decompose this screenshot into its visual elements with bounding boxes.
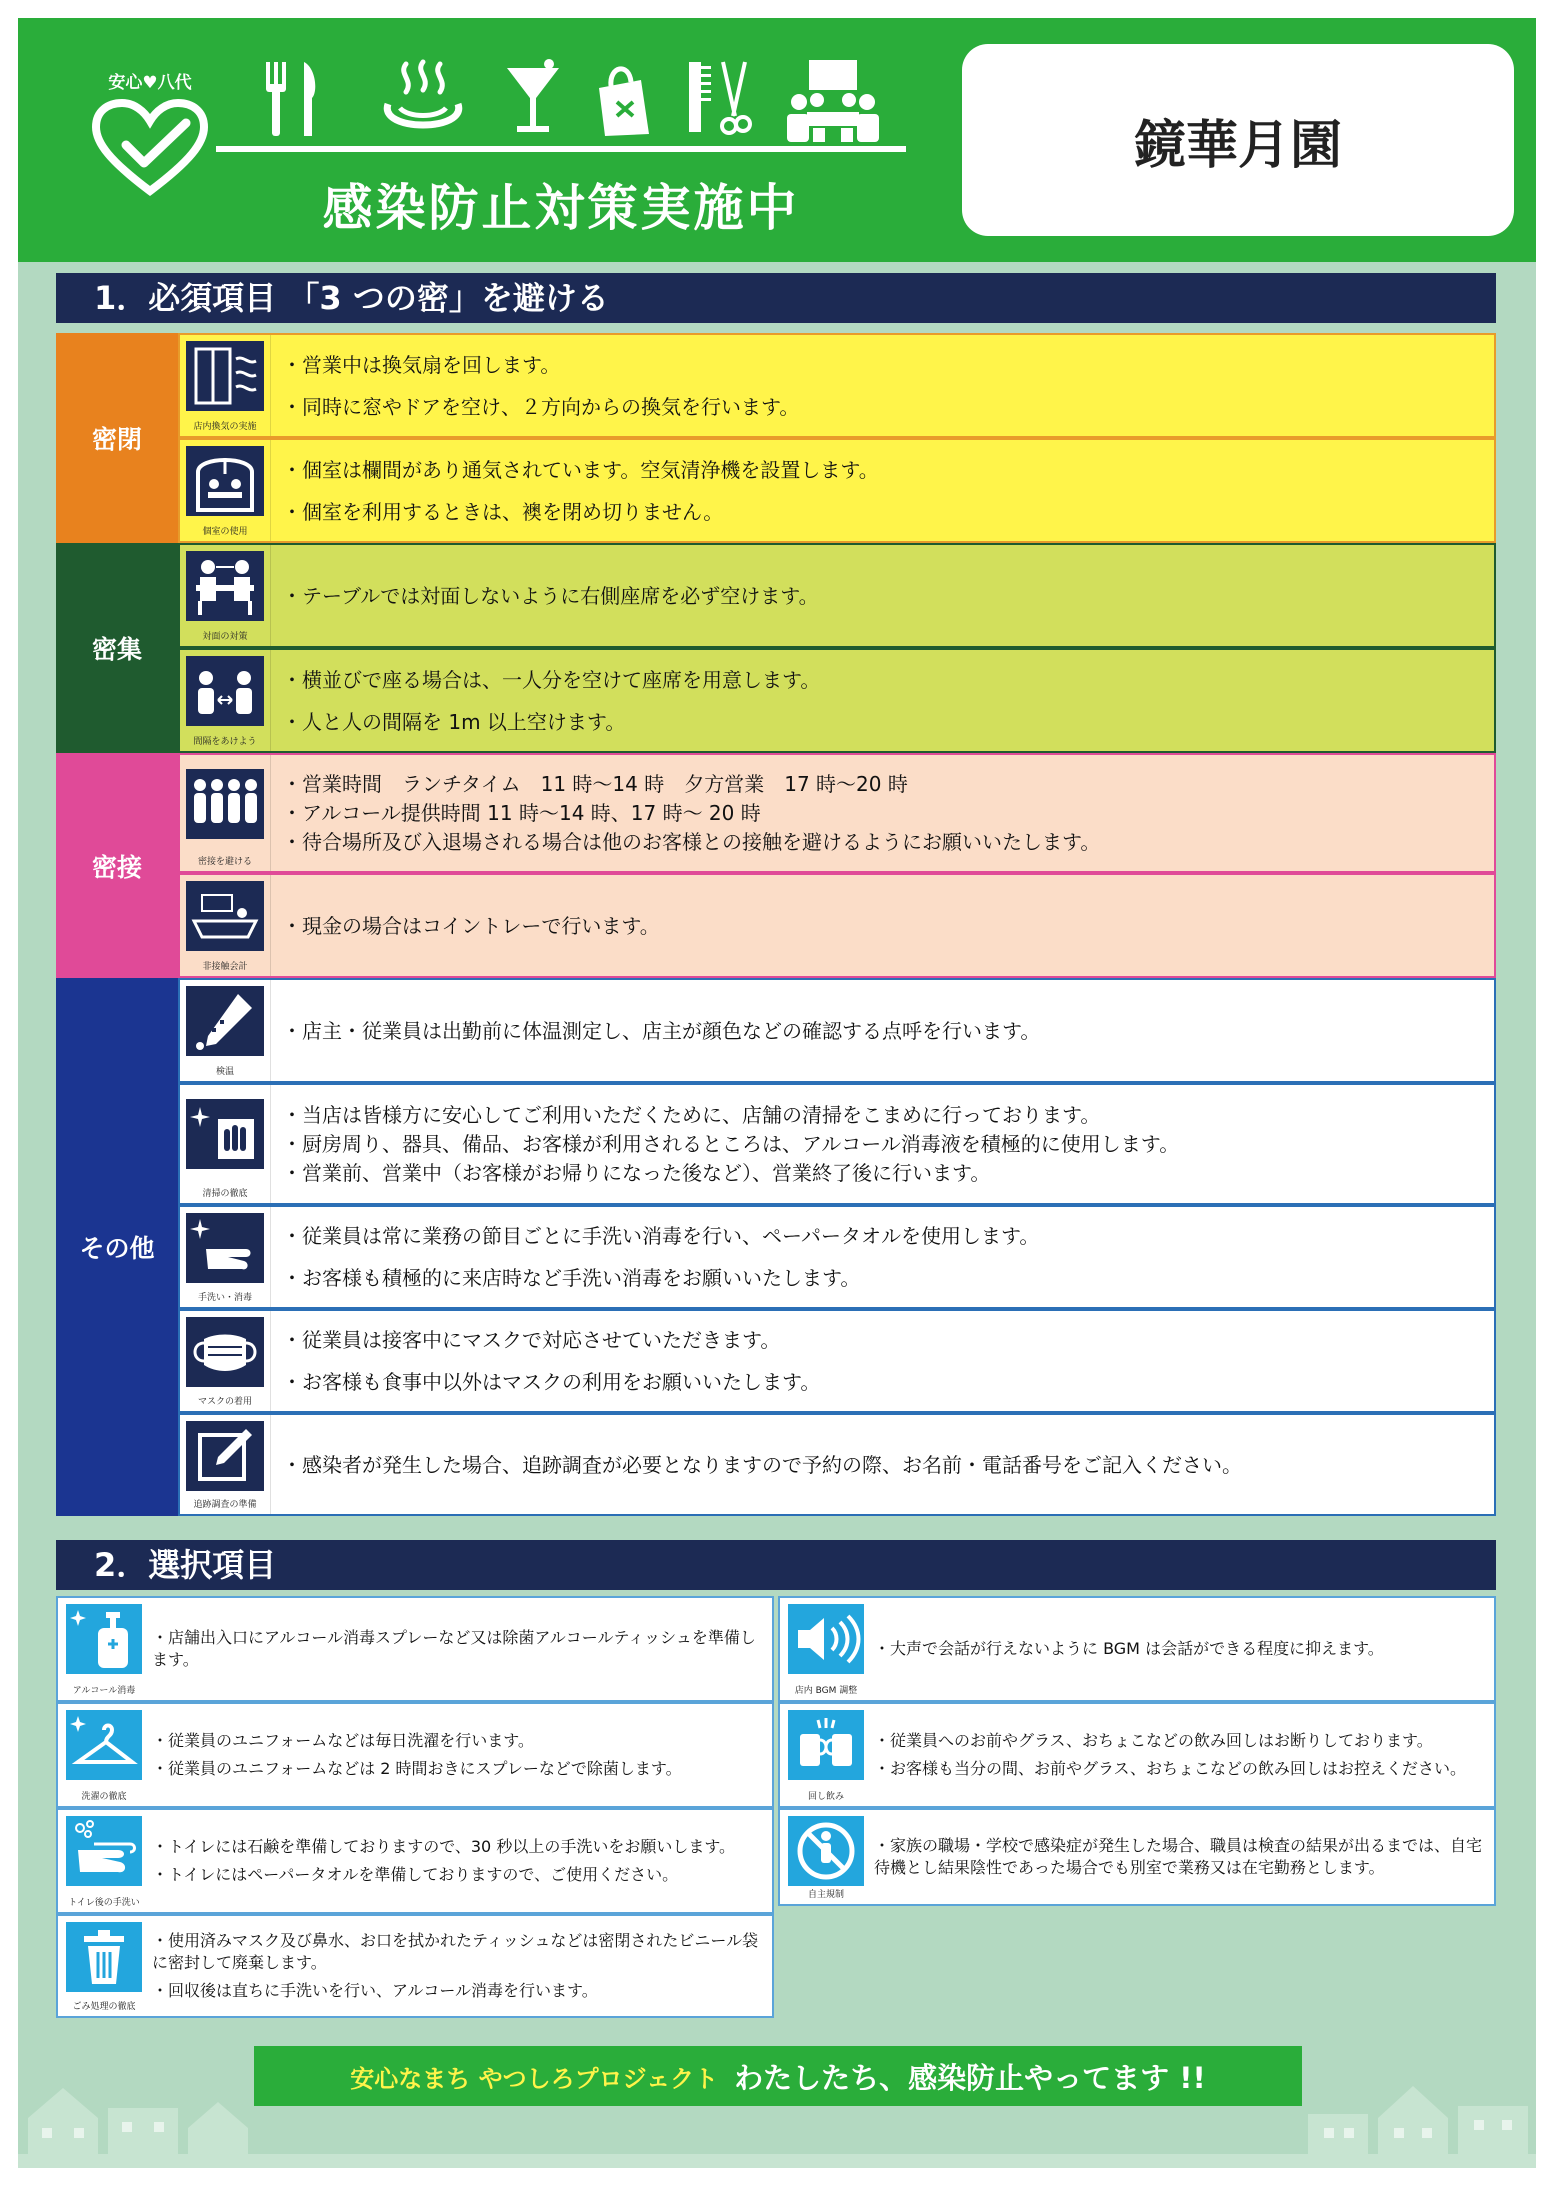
logo-text: 安心♥八代 xyxy=(108,73,192,93)
group-label-sonota: その他 xyxy=(56,978,178,1516)
rule-text xyxy=(282,1311,1486,1411)
rule-row xyxy=(178,1083,1496,1205)
rule-line: ・人と人の間隔を 1m 以上空けます。 xyxy=(282,709,626,734)
rule-icon-caption: 手洗い・消毒 xyxy=(197,1293,252,1303)
optional-item xyxy=(56,1914,774,2018)
optional-icon-caption: トイレ後の手洗い xyxy=(68,1898,140,1908)
private-room-icon xyxy=(186,446,264,516)
cleaning-icon xyxy=(186,1099,264,1169)
rule-line: ・当店は皆様方に安心してご利用いただくために、店舗の清掃をこまめに行っております。 xyxy=(282,1102,1101,1127)
group-label-mippei: 密閉 xyxy=(56,333,178,543)
business-type-icons xyxy=(258,58,918,154)
group-label-missetsu: 密接 xyxy=(56,753,178,978)
rule-icon-caption: マスクの着用 xyxy=(197,1397,252,1407)
rule-icon-box xyxy=(180,1415,271,1514)
optional-line: ・従業員へのお前やグラス、おちょこなどの飲み回しはお断りしております。 xyxy=(874,1731,1433,1750)
rule-text xyxy=(282,335,1486,436)
optional-item xyxy=(56,1808,774,1914)
optional-item xyxy=(778,1808,1496,1906)
rule-line: ・店主・従業員は出勤前に体温測定し、店主が顔色などの確認する点呼を行います。 xyxy=(282,1018,1041,1043)
optional-line: ・家族の職場・学校で感染症が発生した場合、職員は検査の結果が出るまでは、自宅待機とし結果陰性であった場合でも別室で業務又は在宅勤務とします。 xyxy=(874,1836,1483,1877)
rule-text xyxy=(282,1415,1486,1514)
shop-name-box xyxy=(962,44,1514,236)
optional-item xyxy=(778,1702,1496,1808)
optional-text xyxy=(152,1810,766,1912)
rule-text xyxy=(282,545,1486,646)
trash-can-icon xyxy=(66,1922,142,1992)
optional-line: ・従業員のユニフォームなどは 2 時間おきにスプレーなどで除菌します。 xyxy=(152,1759,682,1778)
rule-line: ・個室は欄間があり通気されています。空気清浄機を設置します。 xyxy=(282,457,879,482)
ventilation-icon xyxy=(186,341,264,411)
rule-row xyxy=(178,543,1496,648)
rule-row xyxy=(178,333,1496,438)
optional-text xyxy=(152,1598,766,1700)
optional-icon-caption: アルコール消毒 xyxy=(72,1686,136,1696)
optional-icon-caption: 自主規制 xyxy=(807,1890,844,1900)
rule-row xyxy=(178,1205,1496,1309)
hot-spring-icon xyxy=(378,58,468,138)
handwash-icon xyxy=(186,1213,264,1283)
rule-icon-box xyxy=(180,335,271,436)
heart-check-icon xyxy=(90,99,210,199)
beer-toast-icon xyxy=(788,1710,864,1780)
rule-line: ・お客様も食事中以外はマスクの利用をお願いいたします。 xyxy=(282,1370,821,1394)
optional-line: ・従業員のユニフォームなどは毎日洗濯を行います。 xyxy=(152,1731,534,1750)
rule-line: ・従業員は常に業務の節目ごとに手洗い消毒を行い、ペーパータオルを使用します。 xyxy=(282,1224,1040,1248)
footer-banner xyxy=(254,2046,1302,2106)
optional-line: ・回収後は直ちに手洗いを行い、アルコール消毒を行います。 xyxy=(152,1981,598,2000)
poster xyxy=(18,18,1536,2168)
rule-line: ・感染者が発生した場合、追跡調査が必要となりますので予約の際、お名前・電話番号をご記入ください。 xyxy=(282,1452,1242,1477)
optional-text xyxy=(152,1704,766,1806)
optional-line: ・トイレにはペーパータオルを準備しておりますので、ご使用ください。 xyxy=(152,1865,679,1884)
rule-line: ・アルコール提供時間 11 時～14 時、17 時～ 20 時 xyxy=(282,800,761,825)
rule-line: ・営業時間 ランチタイム 11 時～14 時 夕方営業 17 時～20 時 xyxy=(282,771,908,796)
header-divider xyxy=(216,146,906,152)
rule-line: ・厨房周り、器具、備品、お客様が利用されるところは、アルコール消毒液を積極的に使用します。 xyxy=(282,1131,1180,1156)
rule-icon-caption: 追跡調査の準備 xyxy=(193,1500,257,1510)
rule-icon-box xyxy=(180,980,271,1081)
optional-item xyxy=(778,1596,1496,1702)
section2-heading: 2．選択項目 xyxy=(56,1540,1496,1590)
rule-icon-box xyxy=(180,1207,271,1307)
optional-icon-box xyxy=(784,1708,866,1802)
no-entry-person-icon xyxy=(788,1816,864,1886)
optional-item xyxy=(56,1596,774,1702)
rule-icon-caption: 間隔をあけよう xyxy=(193,737,257,747)
anshin-yatsushiro-logo xyxy=(70,68,230,199)
rule-text xyxy=(282,1085,1486,1203)
optional-icon-box xyxy=(62,1920,144,2012)
rule-row xyxy=(178,648,1496,753)
mask-icon xyxy=(186,1317,264,1387)
optional-icon-caption: ごみ処理の徹底 xyxy=(72,2002,136,2012)
project-name: 安心なまち やつしろプロジェクト xyxy=(350,2064,719,2093)
pencil-note-icon xyxy=(186,1421,264,1491)
group-label-misshu: 密集 xyxy=(56,543,178,753)
optional-line: ・店舗出入口にアルコール消毒スプレーなど又は除菌アルコールティッシュを準備します。 xyxy=(152,1628,756,1669)
avoid-contact-icon xyxy=(186,769,264,839)
rule-icon-caption: 店内換気の実施 xyxy=(193,422,257,432)
optional-icon-box xyxy=(62,1602,144,1696)
optional-line: ・トイレには石鹸を準備しておりますので、30 秒以上の手洗いをお願いします。 xyxy=(152,1837,736,1856)
rule-icon-box xyxy=(180,545,271,646)
rule-line: ・個室を利用するときは、襖を閉め切りません。 xyxy=(282,499,724,524)
optional-icon-caption: 回し飲み xyxy=(807,1792,844,1802)
rule-row xyxy=(178,978,1496,1083)
optional-text xyxy=(152,1916,766,2016)
rule-icon-box xyxy=(180,755,271,871)
rule-line: ・お客様も積極的に来店時など手洗い消毒をお願いいたします。 xyxy=(282,1266,861,1290)
rule-icon-caption: 清掃の徹底 xyxy=(202,1189,248,1199)
rule-row xyxy=(178,1413,1496,1516)
rule-line: ・従業員は接客中にマスクで対応させていただきます。 xyxy=(282,1328,781,1352)
comb-scissors-icon xyxy=(683,58,753,138)
rule-line: ・同時に窓やドアを空け、２方向からの換気を行います。 xyxy=(282,394,800,419)
optional-icon-caption: 店内 BGM 調整 xyxy=(794,1686,858,1696)
rule-line: ・営業前、営業中（お客様がお帰りになった後など）、営業終了後に行います。 xyxy=(282,1160,991,1185)
rule-line: ・営業中は換気扇を回します。 xyxy=(282,352,561,377)
optional-text xyxy=(874,1704,1488,1806)
rule-text xyxy=(282,440,1486,541)
rule-icon-caption: 対面の対策 xyxy=(202,632,248,642)
optional-text xyxy=(874,1598,1488,1700)
shopping-bag-icon xyxy=(593,58,663,138)
header-title: 感染防止対策実施中 xyxy=(322,179,800,237)
coin-tray-icon xyxy=(186,881,264,951)
footer-slogan: わたしたち、感染防止やってます !! xyxy=(734,2060,1206,2095)
laundry-hanger-icon xyxy=(66,1710,142,1780)
rule-icon-box xyxy=(180,650,271,751)
optional-line: ・使用済みマスク及び鼻水、お口を拭かれたティッシュなどは密閉されたビニール袋に密封して廃棄します。 xyxy=(152,1931,759,1972)
distance-icon xyxy=(186,656,264,726)
rule-text xyxy=(282,875,1486,976)
optional-icon-box xyxy=(784,1814,866,1900)
rule-text xyxy=(282,650,1486,751)
rule-row xyxy=(178,753,1496,873)
rule-icon-caption: 密接を避ける xyxy=(197,857,252,867)
rule-line: ・テーブルでは対面しないように右側座席を必ず空けます。 xyxy=(282,583,819,608)
rule-icon-box xyxy=(180,440,271,541)
optional-icon-caption: 洗濯の徹底 xyxy=(81,1792,127,1802)
optional-line: ・大声で会話が行えないように BGM は会話ができる程度に抑えます。 xyxy=(874,1639,1384,1658)
meeting-icon xyxy=(783,58,883,144)
rule-text xyxy=(282,980,1486,1081)
rule-icon-box xyxy=(180,875,271,976)
optional-icon-box xyxy=(62,1814,144,1908)
rule-icon-caption: 非接触会計 xyxy=(202,962,248,972)
speaker-icon xyxy=(788,1604,864,1674)
rule-text xyxy=(282,755,1486,871)
rule-text xyxy=(282,1207,1486,1307)
rule-row xyxy=(178,873,1496,978)
soap-handwash-icon xyxy=(66,1816,142,1886)
rule-icon-caption: 個室の使用 xyxy=(202,527,248,537)
rule-icon-box xyxy=(180,1085,271,1203)
rule-row xyxy=(178,1309,1496,1413)
face-to-face-icon xyxy=(186,551,264,621)
optional-icon-box xyxy=(784,1602,866,1696)
rule-line: ・現金の場合はコイントレーで行います。 xyxy=(282,913,660,938)
optional-item xyxy=(56,1702,774,1808)
rule-row xyxy=(178,438,1496,543)
rule-line: ・横並びで座る場合は、一人分を空けて座席を用意します。 xyxy=(282,667,821,692)
sanitizer-spray-icon xyxy=(66,1604,142,1674)
cocktail-icon xyxy=(503,58,563,138)
optional-line: ・お客様も当分の間、お前やグラス、おちょこなどの飲み回しはお控えください。 xyxy=(874,1759,1467,1778)
rule-line: ・待合場所及び入退場される場合は他のお客様との接触を避けるようにお願いいたします。 xyxy=(282,829,1101,854)
header xyxy=(18,18,1536,262)
rule-icon-box xyxy=(180,1311,271,1411)
shop-name: 鏡華月園 xyxy=(1133,115,1342,176)
section1-heading: 1．必須項目 「3 つの密」を避ける xyxy=(56,273,1496,323)
thermometer-icon xyxy=(186,986,264,1056)
rule-icon-caption: 検温 xyxy=(215,1067,234,1077)
fork-knife-icon xyxy=(258,58,328,138)
optional-text xyxy=(874,1810,1488,1904)
optional-icon-box xyxy=(62,1708,144,1802)
